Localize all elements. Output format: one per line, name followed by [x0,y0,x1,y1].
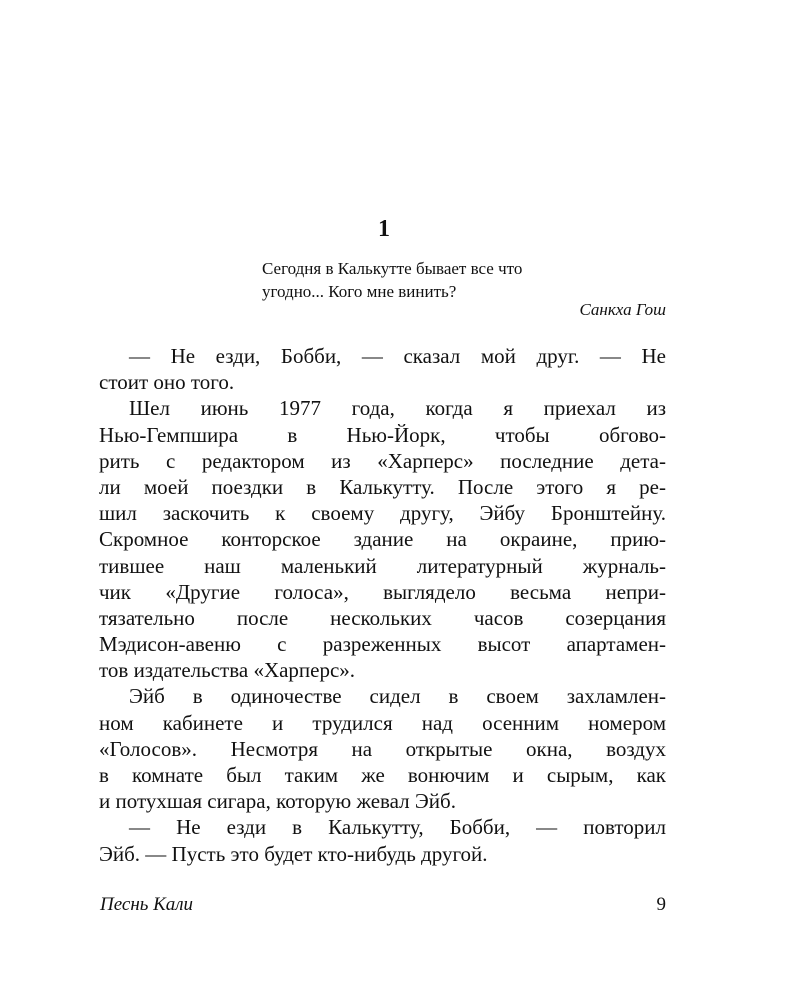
text-line: Нью-Гемпшира в Нью-Йорк, чтобы обгово- [99,422,666,447]
text-line: ном кабинете и трудился над осенним номером [99,710,666,735]
epigraph-line-1: Сегодня в Калькутте бывает все что [262,259,523,278]
text-line: Шел июнь 1977 года, когда я приехал из [129,396,666,421]
text-line: Эйб. — Пусть это будет кто-нибудь другой. [99,841,488,866]
text-line: — Не езди, Бобби, — сказал мой друг. — Не [129,344,666,368]
body-text [99,343,666,867]
text-line: шил заскочить к своему другу, Эйбу Бронштейну. [99,501,666,526]
text-line: — Не езди в Калькутту, Бобби, — повторил [129,815,666,840]
epigraph [262,257,666,303]
text-line: и потухшая сигара, которую жевал Эйб. [99,789,456,814]
text-line: чик «Другие голоса», выглядело весьма непри- [99,579,666,604]
epigraph-author: Санкха Гош [579,300,666,319]
running-footer-book-title: Песнь Кали [100,894,194,915]
chapter-number: 1 [378,216,390,242]
text-line: Скромное конторское здание на окраине, прию- [99,527,666,552]
text-line: Эйб в одиночестве сидел в своем захламлен- [129,684,666,709]
text-line: тившее наш маленький литературный журналь- [99,553,666,578]
text-line: рить с редактором из «Харперс» последние дета- [99,448,666,473]
text-line: ли моей поездки в Калькутту. После этого я ре- [99,474,666,499]
text-line: тязательно после нескольких часов созерцания [99,605,666,630]
text-line: Мэдисон-авеню с разреженных высот апартамен- [99,632,666,657]
text-line: тов издательства «Харперс». [99,658,356,683]
text-line: в комнате был таким же вонючим и сырым, как [99,763,666,787]
text-line: «Голосов». Несмотря на открытые окна, воздух [99,736,666,761]
page-number: 9 [656,894,666,915]
text-line: стоит оно того. [99,370,235,395]
epigraph-line-2: угодно... Кого мне винить? [262,282,457,301]
